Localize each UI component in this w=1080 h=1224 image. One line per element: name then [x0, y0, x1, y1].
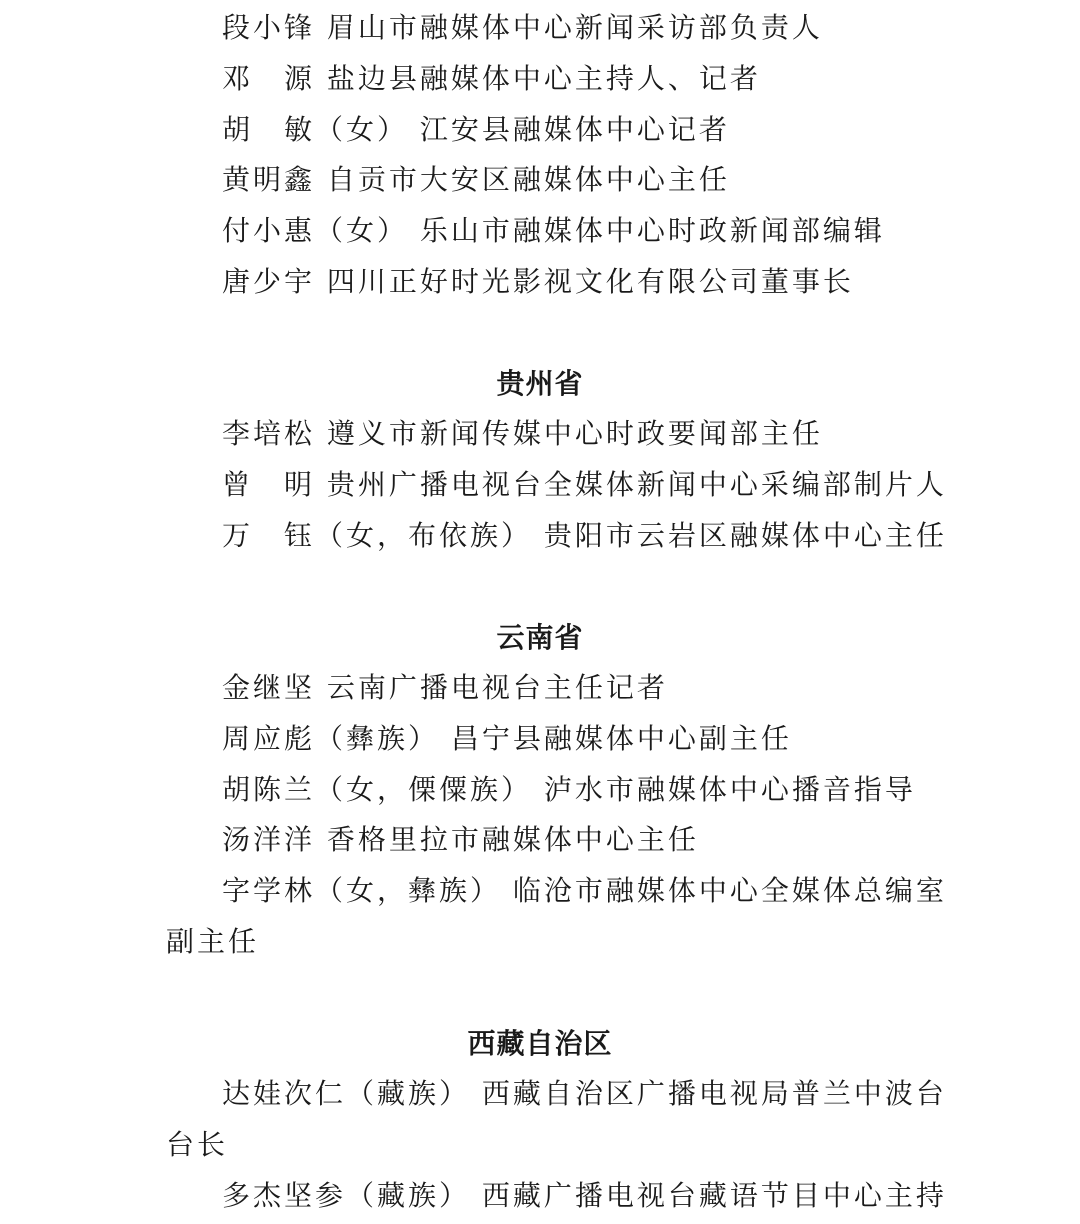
entry-deng-yuan: 邓 源 盐边县融媒体中心主持人、记者 [222, 62, 761, 95]
entry-li-peisong: 李培松 遵义市新闻传媒中心时政要闻部主任 [222, 417, 823, 450]
entry-duojie-jiancan: 多杰坚参（藏族） 西藏广播电视台藏语节目中心主持 [222, 1179, 947, 1212]
entry-duan-xiaofeng: 段小锋 眉山市融媒体中心新闻采访部负责人 [222, 11, 823, 44]
entry-jin-jijian: 金继坚 云南广播电视台主任记者 [222, 671, 668, 704]
entry-zi-xuelin: 字学林（女，彝族） 临沧市融媒体中心全媒体总编室 [222, 874, 947, 907]
entry-tang-yangyang: 汤洋洋 香格里拉市融媒体中心主任 [222, 823, 699, 856]
entry-hu-min: 胡 敏（女） 江安县融媒体中心记者 [222, 113, 730, 146]
entry-wan-yu: 万 钰（女，布依族） 贵阳市云岩区融媒体中心主任 [222, 519, 947, 552]
entry-huang-mingxin: 黄明鑫 自贡市大安区融媒体中心主任 [222, 163, 730, 196]
entry-hu-chenlan: 胡陈兰（女，傈僳族） 泸水市融媒体中心播音指导 [222, 773, 916, 806]
section-heading-yunnan: 云南省 [496, 621, 584, 654]
entry-zeng-ming: 曾 明 贵州广播电视台全媒体新闻中心采编部制片人 [222, 468, 947, 501]
entry-fu-xiaohui: 付小惠（女） 乐山市融媒体中心时政新闻部编辑 [222, 214, 885, 247]
section-heading-guizhou: 贵州省 [496, 367, 584, 400]
section-heading-xizang: 西藏自治区 [467, 1027, 613, 1060]
entry-tang-shaoyu: 唐少宇 四川正好时光影视文化有限公司董事长 [222, 265, 854, 298]
entry-dawa-ciren-continuation: 台长 [166, 1128, 229, 1161]
entry-dawa-ciren: 达娃次仁（藏族） 西藏自治区广播电视局普兰中波台 [222, 1077, 947, 1110]
entry-zhou-yingbiao: 周应彪（彝族） 昌宁县融媒体中心副主任 [222, 722, 792, 755]
entry-zi-xuelin-continuation: 副主任 [166, 925, 260, 958]
